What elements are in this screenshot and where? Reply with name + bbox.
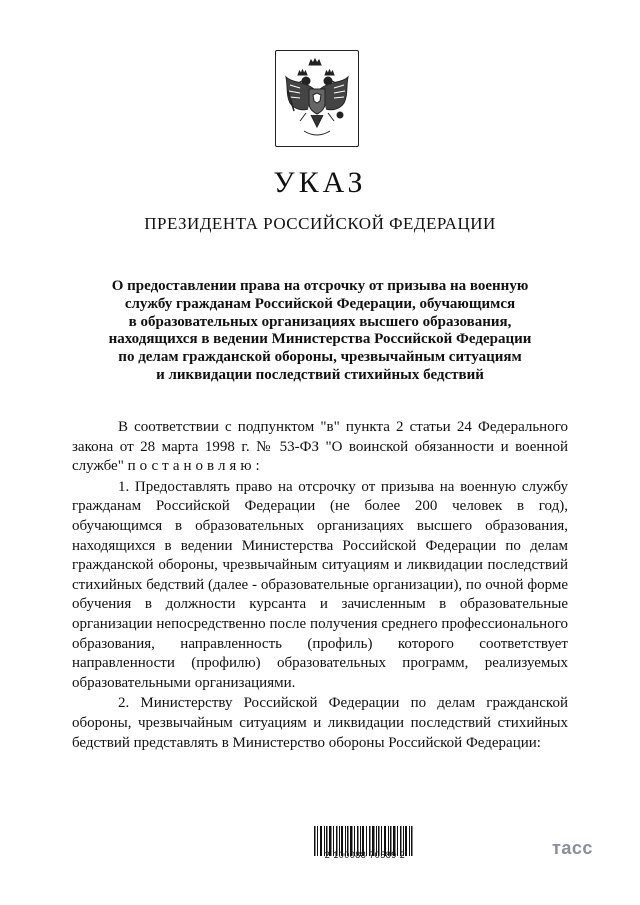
heading-line: службу гражданам Российской Федерации, обучающимся [124,295,516,312]
heading-line: О предоставлении права на отсрочку от призыва на военную [111,278,529,294]
paragraph-1: 1. Предоставлять право на отсрочку от призыва на военную службу гражданам Российской Федерации (не более 200 человек в год), обучающимся в образовательных организациях высшего образования, находящихся в ведении Министерства Российской Федерации по делам гражданской обороны, чрезвычайным ситуациям и ликвидации последствий стихийных бедствий (далее - образовательные организации), по очной форме обучения в должности курсанта и зачисленным в образовательные организации непосредственно после получения среднего профессионального образования, направленность (профиль) которого соответствует направленности (профилю) образовательных программ, реализуемых образовательными организациями. [72,478,568,691]
heading-line: в образовательных организациях высшего образования, [128,313,512,330]
document-title: УКАЗ [273,166,367,199]
preamble-paragraph [72,418,568,477]
decree-heading [72,278,568,385]
heading-line: находящихся в ведении Министерства Российской Федерации [108,331,532,348]
heading-line: по делам гражданской обороны, чрезвычайным ситуациям [118,349,522,366]
decree-word: постановляю: [127,458,264,475]
coat-of-arms-icon [275,50,359,147]
barcode-number: 2 100088 70589 2 [324,850,406,860]
preamble-text: В соответствии с подпунктом "в" пункта 2 статьи 24 Федерального закона от 28 марта 1998 г. № 53-ФЗ "О воинской обязанности и военной службе" [72,419,568,475]
paragraph-2: 2. Министерству Российской Федерации по делам гражданской обороны, чрезвычайным ситуациям и ликвидации последствий стихийных бедствий представлять в Министерство обороны Российской Федерации: [72,695,568,751]
tass-watermark-logo: тасс [552,838,593,858]
document-subtitle: ПРЕЗИДЕНТА РОССИЙСКОЙ ФЕДЕРАЦИИ [144,214,496,233]
heading-line: и ликвидации последствий стихийных бедствий [156,366,484,383]
decree-body [72,418,568,753]
